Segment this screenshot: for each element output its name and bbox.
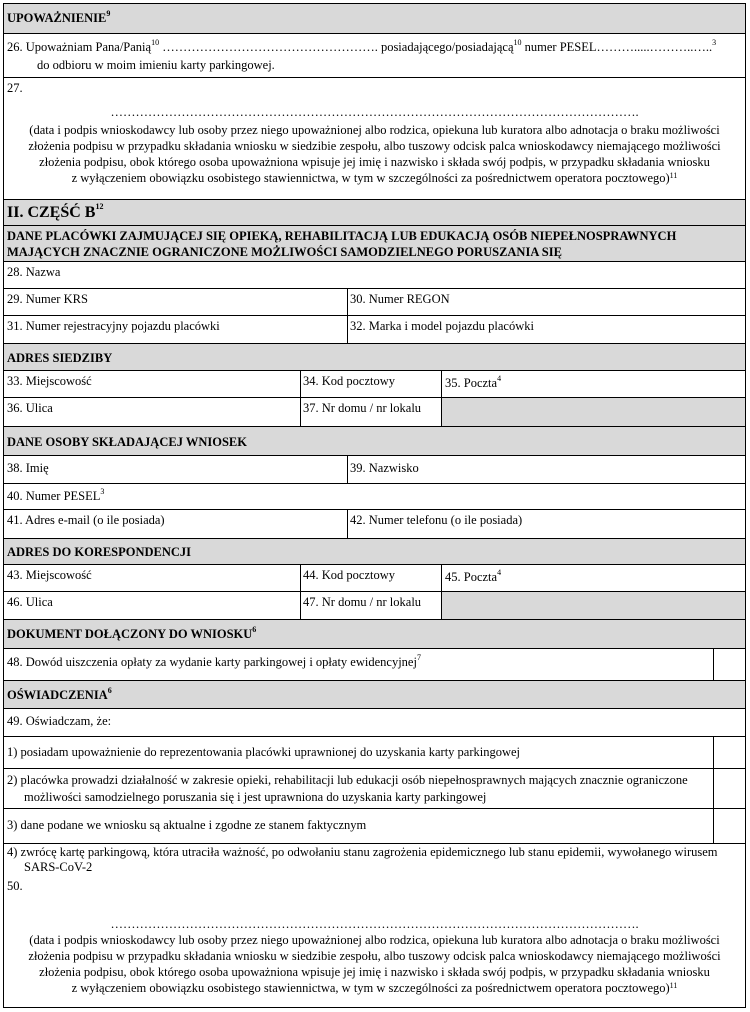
divider xyxy=(441,592,442,619)
field-34-label[interactable]: 34. Kod pocztowy xyxy=(303,374,395,388)
field-28-nazwa[interactable] xyxy=(4,262,745,289)
field-30-label[interactable]: 30. Numer REGON xyxy=(350,292,450,306)
divider xyxy=(441,565,442,591)
section-placowka-title-2: MAJĄCYCH ZNACZNIE OGRANICZONE MOŻLIWOŚCI SAMODZIELNEGO PORUSZANIA SIĘ xyxy=(7,245,562,259)
greyed-cell xyxy=(442,592,745,619)
footnote-ref: 4 xyxy=(497,568,502,577)
field-29-label[interactable]: 29. Numer KRS xyxy=(7,292,88,306)
section-upowaznienie-header xyxy=(4,4,745,34)
statement-4 xyxy=(4,844,745,878)
statement-1 xyxy=(4,737,745,769)
field-35-label: 35. Poczta xyxy=(445,376,498,390)
row-31-32 xyxy=(4,316,745,344)
divider xyxy=(441,398,442,426)
footnote-ref: 9 xyxy=(106,9,111,18)
field-26[interactable] xyxy=(4,34,745,78)
field-27-signature[interactable] xyxy=(4,78,745,200)
field-26-line2: do odbioru w moim imieniu karty parkingowej. xyxy=(37,58,275,72)
footnote-ref: 6 xyxy=(107,686,112,695)
field-50-label: 50. xyxy=(7,879,23,893)
statement-2-text-1: 2) placówka prowadzi działalność w zakresie opieki, rehabilitacji lub edukacji osób niepełnosprawnych mających znacznie ograniczone xyxy=(7,773,688,787)
statement-3-text: 3) dane podane we wniosku są aktualne i zgodne ze stanem faktycznym xyxy=(7,818,367,832)
form-frame xyxy=(3,3,746,1008)
footnote-ref: 3 xyxy=(712,38,717,47)
section-title: ADRES SIEDZIBY xyxy=(7,351,113,365)
field-44-label[interactable]: 44. Kod pocztowy xyxy=(303,568,395,582)
statement-1-checkbox[interactable] xyxy=(713,737,745,768)
footnote-ref: 4 xyxy=(497,374,502,383)
signature-caption-3: złożenia podpisu, obok którego osoba upoważniona wpisuje jej imię i nazwisko i składa swój podpis, w przypadku składania wniosku xyxy=(39,965,710,979)
section-adres-kor-header xyxy=(4,539,745,565)
section-placowka-title-1: DANE PLACÓWKI ZAJMUJĄCEJ SIĘ OPIEKĄ, REHABILITACJĄ LUB EDUKACJĄ OSÓB NIEPEŁNOSPRAWNYCH xyxy=(7,229,677,243)
divider xyxy=(441,371,442,397)
field-26-text-b: ……………………………………………. posiadającego/posiadającą xyxy=(159,40,514,54)
row-43-45 xyxy=(4,565,745,592)
footnote-ref: 10 xyxy=(513,38,522,47)
section-oswiadczenia-header xyxy=(4,681,745,709)
row-46-47 xyxy=(4,592,745,620)
field-32-label[interactable]: 32. Marka i model pojazdu placówki xyxy=(350,319,534,333)
field-33-label[interactable]: 33. Miejscowość xyxy=(7,374,92,388)
field-47-label[interactable]: 47. Nr domu / nr lokalu xyxy=(303,595,422,609)
field-48-label: 48. Dowód uiszczenia opłaty za wydanie karty parkingowej i opłaty ewidencyjnej xyxy=(7,655,417,669)
statement-4-text-2: SARS-CoV-2 xyxy=(24,860,93,874)
field-31-label[interactable]: 31. Numer rejestracyjny pojazdu placówki xyxy=(7,319,220,333)
divider xyxy=(347,510,348,538)
divider xyxy=(300,565,301,591)
field-26-label: 26. Upoważniam Pana/Panią xyxy=(7,40,152,54)
section-dokument-header xyxy=(4,620,745,649)
statement-2-text-2: możliwości samodzielnego poruszania się i jest uprawniona do uzyskania karty parkingowej xyxy=(24,790,487,804)
section-title: OŚWIADCZENIA xyxy=(7,688,108,702)
signature-caption-2: złożenia podpisu w przypadku składania wniosku w siedzibie zespołu, albo tuszowy odcisk palca wnioskodawcy niemającego możliwości xyxy=(28,949,721,963)
field-45-label: 45. Poczta xyxy=(445,570,498,584)
divider xyxy=(300,371,301,397)
signature-caption-4: z wyłączeniem obowiązku osobistego stawiennictwa, w tym w szczególności za pośrednictwem operatora pocztowego) xyxy=(71,981,670,995)
divider xyxy=(347,289,348,315)
part-b-title: II. CZĘŚĆ B xyxy=(7,204,96,221)
row-33-35 xyxy=(4,371,745,398)
section-title: ADRES DO KORESPONDENCJI xyxy=(7,545,192,559)
field-38-label[interactable]: 38. Imię xyxy=(7,461,49,475)
section-title: UPOWAŻNIENIE xyxy=(7,11,107,25)
footnote-ref: 11 xyxy=(669,171,678,180)
section-title: DANE OSOBY SKŁADAJĄCEJ WNIOSEK xyxy=(7,435,247,449)
divider xyxy=(300,398,301,426)
statement-2 xyxy=(4,769,745,809)
field-36-label[interactable]: 36. Ulica xyxy=(7,401,53,415)
footnote-ref: 3 xyxy=(100,487,105,496)
statement-2-checkbox[interactable] xyxy=(713,769,745,808)
signature-caption-1: (data i podpis wnioskodawcy lub osoby przez niego upoważnionej albo rodzica, opiekuna lub kuratora albo adnotacja o braku możliwości xyxy=(29,123,720,137)
footnote-ref: 6 xyxy=(252,625,257,634)
statement-3-checkbox[interactable] xyxy=(713,809,745,843)
field-43-label[interactable]: 43. Miejscowość xyxy=(7,568,92,582)
divider xyxy=(347,456,348,483)
section-adres-siedziby-header xyxy=(4,344,745,371)
field-39-label[interactable]: 39. Nazwisko xyxy=(350,461,419,475)
statement-4-text-1: 4) zwrócę kartę parkingową, która utraciła ważność, po odwołaniu stanu zagrożenia epidemicznego lub stanu epidemii, wywołanego wirusem xyxy=(7,845,718,859)
field-48-checkbox[interactable] xyxy=(713,649,745,680)
signature-caption-1: (data i podpis wnioskodawcy lub osoby przez niego upoważnionej albo rodzica, opiekuna lub kuratora albo adnotacja o braku możliwości xyxy=(29,933,720,947)
field-40-pesel[interactable] xyxy=(4,484,745,510)
divider xyxy=(300,592,301,619)
signature-caption-2: złożenia podpisu w przypadku składania wniosku w siedzibie zespołu, albo tuszowy odcisk palca wnioskodawcy niemającego możliwości xyxy=(28,139,721,153)
row-41-42 xyxy=(4,510,745,539)
section-dane-osoby-header xyxy=(4,427,745,456)
greyed-cell xyxy=(442,398,745,426)
row-38-39 xyxy=(4,456,745,484)
field-28-label: 28. Nazwa xyxy=(7,265,61,279)
field-26-text-c: numer PESEL……….....………..….. xyxy=(521,40,713,54)
field-27-label: 27. xyxy=(7,81,23,95)
field-40-label: 40. Numer PESEL xyxy=(7,489,101,503)
field-49 xyxy=(4,709,745,737)
field-50-signature[interactable] xyxy=(4,878,745,1007)
field-37-label[interactable]: 37. Nr domu / nr lokalu xyxy=(303,401,422,415)
part-b-header xyxy=(4,200,745,226)
field-49-label: 49. Oświadczam, że: xyxy=(7,714,112,728)
section-placowka-header xyxy=(4,226,745,262)
statement-3 xyxy=(4,809,745,844)
footnote-ref: 7 xyxy=(416,653,421,662)
footnote-ref: 10 xyxy=(151,38,160,47)
divider xyxy=(347,316,348,343)
field-42-label[interactable]: 42. Numer telefonu (o ile posiada) xyxy=(350,513,523,527)
footnote-ref: 11 xyxy=(669,981,678,990)
field-48 xyxy=(4,649,745,681)
signature-dots: ………………………………………………………………………………………………………………. xyxy=(110,917,639,931)
signature-caption-4: z wyłączeniem obowiązku osobistego stawiennictwa, w tym w szczególności za pośrednictwem operatora pocztowego) xyxy=(71,171,670,185)
row-29-30 xyxy=(4,289,745,316)
signature-dots: ………………………………………………………………………………………………………………. xyxy=(110,105,639,119)
signature-caption-3: złożenia podpisu, obok którego osoba upoważniona wpisuje jej imię i nazwisko i składa swój podpis, w przypadku składania wniosku xyxy=(39,155,710,169)
field-46-label[interactable]: 46. Ulica xyxy=(7,595,53,609)
statement-1-text: 1) posiadam upoważnienie do reprezentowania placówki uprawnionej do uzyskania karty parkingowej xyxy=(7,745,521,759)
field-41-label[interactable]: 41. Adres e-mail (o ile posiada) xyxy=(7,513,165,527)
row-36-37 xyxy=(4,398,745,427)
section-title: DOKUMENT DOŁĄCZONY DO WNIOSKU xyxy=(7,627,253,641)
footnote-ref: 12 xyxy=(95,202,104,211)
